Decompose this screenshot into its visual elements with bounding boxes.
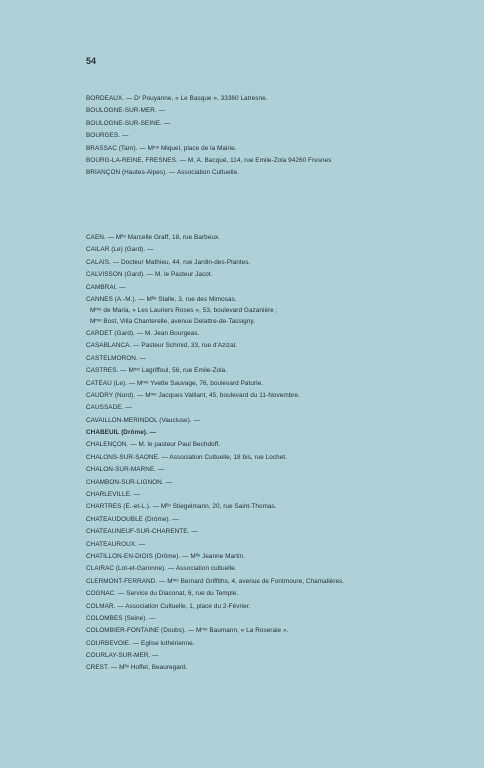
directory-entry: CAUDRY (Nord). — Mᵐᵉ Jacques Vaillant, 45, boulevard du 11-Novembre. xyxy=(86,391,300,399)
directory-entry: BOURG-LA-REINE, FRESNES. — M. A. Bacqué, 114, rue Emile-Zola 94260 Fresnes xyxy=(86,156,332,164)
directory-entry: CASTELMORON. — xyxy=(86,354,146,362)
directory-entry: CAEN. — Mˡˡᵉ Marcelle Graff, 18, rue Barbeux. xyxy=(86,234,221,241)
directory-entry: CLERMONT-FERRAND. — Mᵐᵉ Bernard Griffiths, 4, avenue de Fontmoure, Chamalières. xyxy=(86,577,345,585)
directory-entry: CARDET (Gard). — M. Jean Bourgeas. xyxy=(86,329,200,337)
directory-entry: CASABLANCA. — Pasteur Schmid, 33, rue d'Azizal. xyxy=(86,342,237,350)
directory-entry: CALAIS. — Docteur Mathieu, 44, rue Jardin-des-Plantes. xyxy=(86,258,251,266)
directory-entry: CAUSSADE. — xyxy=(86,404,132,412)
directory-entry: CHALON-SUR-MARNE. — xyxy=(86,466,165,474)
directory-entry: COLOMBES (Seine). — xyxy=(86,614,156,622)
directory-entry: CAVAILLON-MERINDOL (Vaucluse). — xyxy=(86,416,200,424)
directory-entry: BOULOGNE-SUR-MER. — xyxy=(86,107,166,115)
directory-entry: COLMAR. — Association Cultuelle, 1, place du 2-Février. xyxy=(86,602,251,610)
directory-entry: BOURGES. — xyxy=(86,132,129,140)
directory-entry: CASTRES. — Mᵐᵉ Lagriffoul, 56, rue Emile-Zola. xyxy=(86,367,228,375)
directory-entry: CAMBRAI. — xyxy=(86,283,126,291)
directory-entry-continuation: Mᵐᵉ Bost, Villa Chanterelle, avenue Delattre-de-Tassigny. xyxy=(90,318,255,326)
directory-entry: CHALONS-SUR-SAONE. — Association Cultuelle, 18 bis, rue Lochet. xyxy=(86,453,287,461)
directory-entry: BRASSAC (Tarn). — Mᵐᵉ Miquel, place de la Mairie. xyxy=(86,144,237,152)
directory-entry: COURBEVOIE. — Eglise luthérienne. xyxy=(86,639,195,647)
directory-section-c xyxy=(86,232,466,675)
directory-entry: COLOMBIER-FONTAINE (Doubs). — Mᵐᵉ Baumann, « La Roseraie ». xyxy=(86,627,289,635)
directory-entry: BORDEAUX. — Dʳ Pouyanne, « Le Basque », 33360 Latresne. xyxy=(86,95,268,102)
directory-entry: CAILAR (Le) (Gard). — xyxy=(86,246,154,254)
page-number: 54 xyxy=(86,56,97,66)
directory-entry: BRIANÇON (Hautes-Alpes). — Association Cultuelle. xyxy=(86,169,240,177)
directory-entry: COGNAC. — Service du Diaconat, 6, rue du Temple. xyxy=(86,590,239,598)
directory-entry: CHAMBON-SUR-LIGNON. — xyxy=(86,478,172,486)
directory-entry: BOULOGNE-SUR-SEINE. — xyxy=(86,119,171,127)
directory-entry: CHATEAUROUX. — xyxy=(86,540,146,548)
directory-section-b xyxy=(86,93,466,180)
directory-entry: CHATEAUDOUBLE (Drôme). — xyxy=(86,515,179,523)
directory-entry: CREST. — Mˡˡᵉ Hoffet, Beauregard. xyxy=(86,664,188,672)
directory-entry-continuation: Mᵐᵉ de Maria, « Les Lauriers Roses », 53, boulevard Gazanière ; xyxy=(90,307,278,315)
directory-entry: CHALENÇON. — M. le pasteur Paul Bechdoff. xyxy=(86,441,221,449)
directory-entry: CLAIRAC (Lot-et-Garonne). — Association cultuelle. xyxy=(86,565,237,573)
directory-entry: CHARTRES (E.-et-L.). — Mˡˡᵉ Stiegelmann, 20, rue Saint-Thomas. xyxy=(86,503,277,511)
directory-entry: CHARLEVILLE. — xyxy=(86,491,140,499)
directory-entry: CATEAU (Le). — Mᵐᵉ Yvette Sauvage, 76, boulevard Paturle. xyxy=(86,379,264,387)
directory-entry: CHABEUIL (Drôme). — xyxy=(86,429,157,437)
directory-entry: COURLAY-SUR-MER. — xyxy=(86,652,159,660)
directory-entry: CHATILLON-EN-DIOIS (Drôme). — Mˡˡᵉ Jeanne Martin. xyxy=(86,552,246,560)
directory-entry: CHATEAUNEUF-SUR-CHARENTE. — xyxy=(86,528,198,536)
directory-entry: CALVISSON (Gard). — M. le Pasteur Jacot. xyxy=(86,271,213,279)
directory-entry: CANNES (A.-M.). — Mˡˡᵉ Stalle, 3, rue des Mimosas. xyxy=(86,295,237,303)
